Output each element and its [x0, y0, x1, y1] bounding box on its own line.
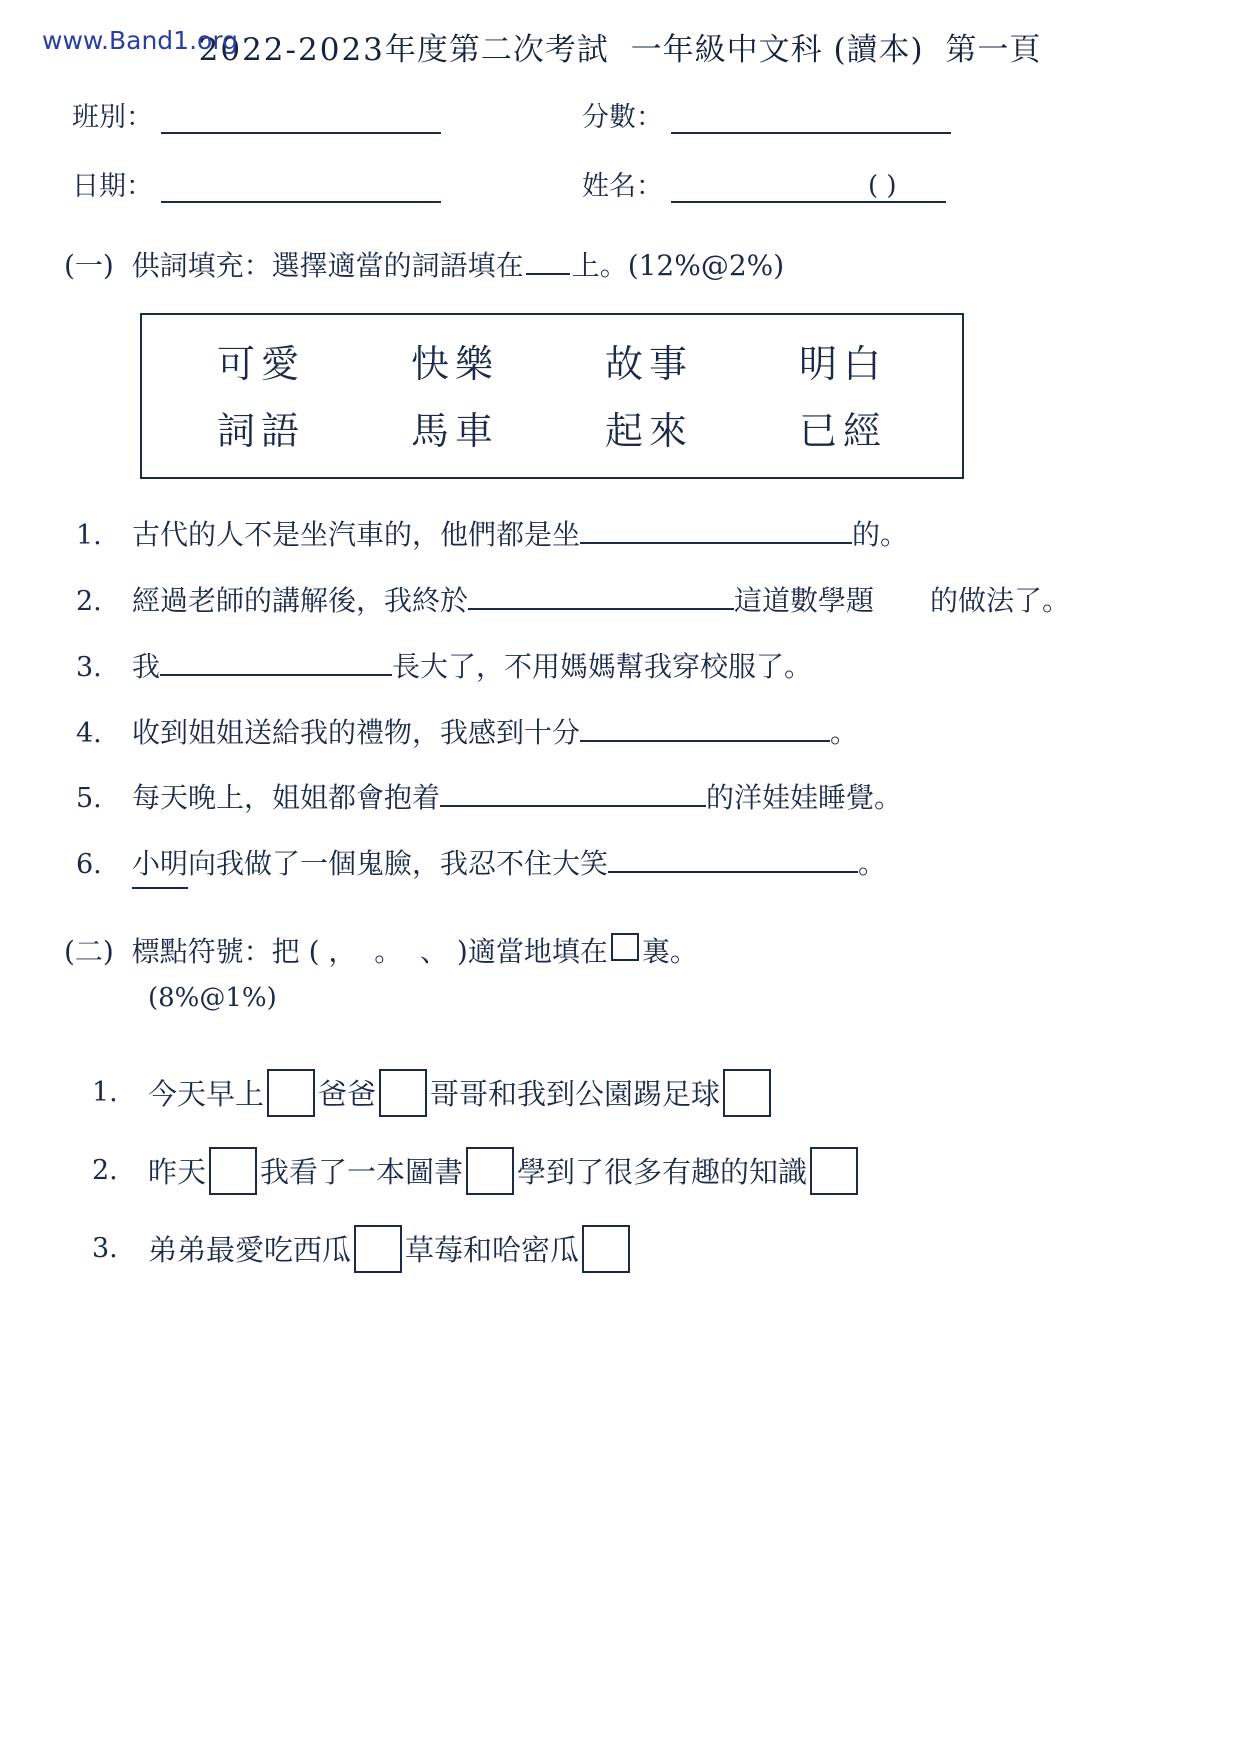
word-bank-word: 可愛: [216, 342, 305, 386]
sentence-part: 學到了很多有趣的知識: [517, 1155, 808, 1190]
punctuation-item: [92, 1225, 1180, 1273]
header-exam: 年度第二次考試: [384, 32, 609, 68]
question-number: 2.: [92, 1155, 118, 1187]
section-one-title-marks: 上。(12%@2%): [571, 249, 785, 282]
section-one-number: (一): [64, 249, 114, 282]
name-input[interactable]: [671, 173, 946, 203]
section-two-title-text: 標點符號：把 ( ， 。 、 )適當地填在: [131, 934, 608, 968]
question-item: [76, 711, 1180, 755]
header-subject: 一年級中文科 (讀本): [630, 32, 924, 68]
punctuation-box[interactable]: [723, 1069, 771, 1117]
punctuation-box[interactable]: [582, 1225, 630, 1273]
question-text: 每天晚上，姐姐都會抱着: [132, 781, 441, 815]
word-bank-row: [142, 327, 962, 394]
answer-blank[interactable]: [468, 582, 734, 610]
section-two-number: (二): [64, 934, 114, 968]
question-text: 經過老師的講解後，我終於: [132, 583, 469, 617]
field-name: [582, 164, 897, 203]
punctuation-box[interactable]: [354, 1225, 402, 1273]
word-bank-word: 已經: [798, 409, 887, 453]
answer-blank[interactable]: [608, 845, 858, 873]
meta-row-class-score: [72, 95, 1180, 134]
question-text-tail: 。: [858, 847, 887, 881]
question-item: [76, 776, 1180, 820]
sentence-part: 爸爸: [318, 1077, 377, 1112]
name-class-number: ( ): [868, 171, 897, 201]
word-bank-word: 起來: [604, 409, 693, 453]
question-number: 2.: [76, 585, 102, 617]
date-label: 日期：: [72, 171, 153, 202]
title-punctuation-box: [611, 933, 639, 961]
question-item: [76, 645, 1180, 689]
fill-in-question-list: [60, 513, 1180, 889]
question-number: 3.: [76, 651, 102, 683]
question-underlined-word: 小明: [132, 842, 188, 888]
punctuation-box[interactable]: [379, 1069, 427, 1117]
date-input[interactable]: [161, 173, 441, 203]
question-number: 1.: [92, 1077, 118, 1109]
question-text: 收到姐姐送給我的禮物，我感到十分: [132, 715, 581, 749]
title-blank-line: [526, 251, 570, 275]
question-text: 我: [132, 649, 161, 683]
name-label: 姓名：: [582, 171, 663, 202]
section-one-title-text: 供詞填充：選擇適當的詞語填在: [131, 249, 524, 282]
sentence-part: 我看了一本圖書: [260, 1155, 464, 1190]
question-text-tail: 的洋娃娃睡覺。: [706, 781, 903, 815]
watermark-text: www.Band1.org: [42, 26, 239, 55]
meta-row-date-name: [72, 164, 1180, 203]
sentence-part: 哥哥和我到公園踢足球: [430, 1077, 721, 1112]
sentence-part: 草莓和哈密瓜: [405, 1233, 580, 1268]
section-one-title: [60, 245, 1180, 287]
punctuation-box[interactable]: [209, 1147, 257, 1195]
question-number: 3.: [92, 1233, 118, 1265]
field-score: [582, 95, 951, 134]
question-item: [76, 579, 1180, 623]
header-page-number: 第一頁: [945, 32, 1042, 68]
question-text-tail: 長大了，不用媽媽幫我穿校服了。: [392, 649, 813, 683]
field-date: [72, 164, 582, 203]
question-number: 5.: [76, 783, 102, 815]
field-class: [72, 95, 582, 134]
header-year: 2022-2023: [198, 32, 385, 68]
word-bank-word: 故事: [604, 342, 693, 386]
class-label: 班別：: [72, 102, 153, 133]
score-input[interactable]: [671, 104, 951, 134]
question-number: 1.: [76, 520, 102, 551]
question-text: 向我做了一個鬼臉，我忍不住大笑: [188, 847, 609, 881]
score-label: 分數：: [582, 102, 663, 133]
answer-blank[interactable]: [580, 516, 852, 544]
section-two-marks: (8%@1%): [148, 982, 277, 1013]
section-two: [60, 931, 1180, 1273]
section-two-title: [60, 931, 1180, 973]
word-bank-row: [142, 394, 962, 461]
punctuation-item: [92, 1069, 1180, 1117]
question-text: 古代的人不是坐汽車的，他們都是坐: [132, 518, 581, 551]
sentence-part: 昨天: [148, 1155, 207, 1190]
punctuation-box[interactable]: [466, 1147, 514, 1195]
word-bank: [140, 313, 964, 479]
answer-blank[interactable]: [440, 779, 706, 807]
word-bank-word: 明白: [798, 342, 887, 386]
question-number: 6.: [76, 849, 102, 881]
sentence-part: 今天早上: [148, 1077, 265, 1112]
question-item: [76, 842, 1180, 888]
punctuation-item: [92, 1147, 1180, 1195]
word-bank-word: 馬車: [410, 409, 499, 453]
section-two-title-tail: 裏。: [641, 934, 698, 968]
student-info-block: [60, 95, 1180, 203]
question-text-tail: 。: [830, 715, 859, 749]
question-text-continued: 的做法了。: [930, 583, 1071, 617]
punctuation-box[interactable]: [810, 1147, 858, 1195]
punctuation-box[interactable]: [267, 1069, 315, 1117]
question-number: 4.: [76, 717, 102, 749]
question-item: [76, 513, 1180, 557]
question-text-tail: 這道數學題: [734, 583, 875, 617]
word-bank-word: 詞語: [216, 409, 305, 453]
section-one: [60, 245, 1180, 889]
punctuation-question-list: [60, 1069, 1180, 1273]
answer-blank[interactable]: [580, 714, 830, 742]
class-input[interactable]: [161, 104, 441, 134]
word-bank-word: 快樂: [410, 342, 499, 386]
sentence-part: 弟弟最愛吃西瓜: [148, 1233, 352, 1268]
question-text-tail: 的。: [852, 518, 909, 551]
answer-blank[interactable]: [160, 648, 392, 676]
